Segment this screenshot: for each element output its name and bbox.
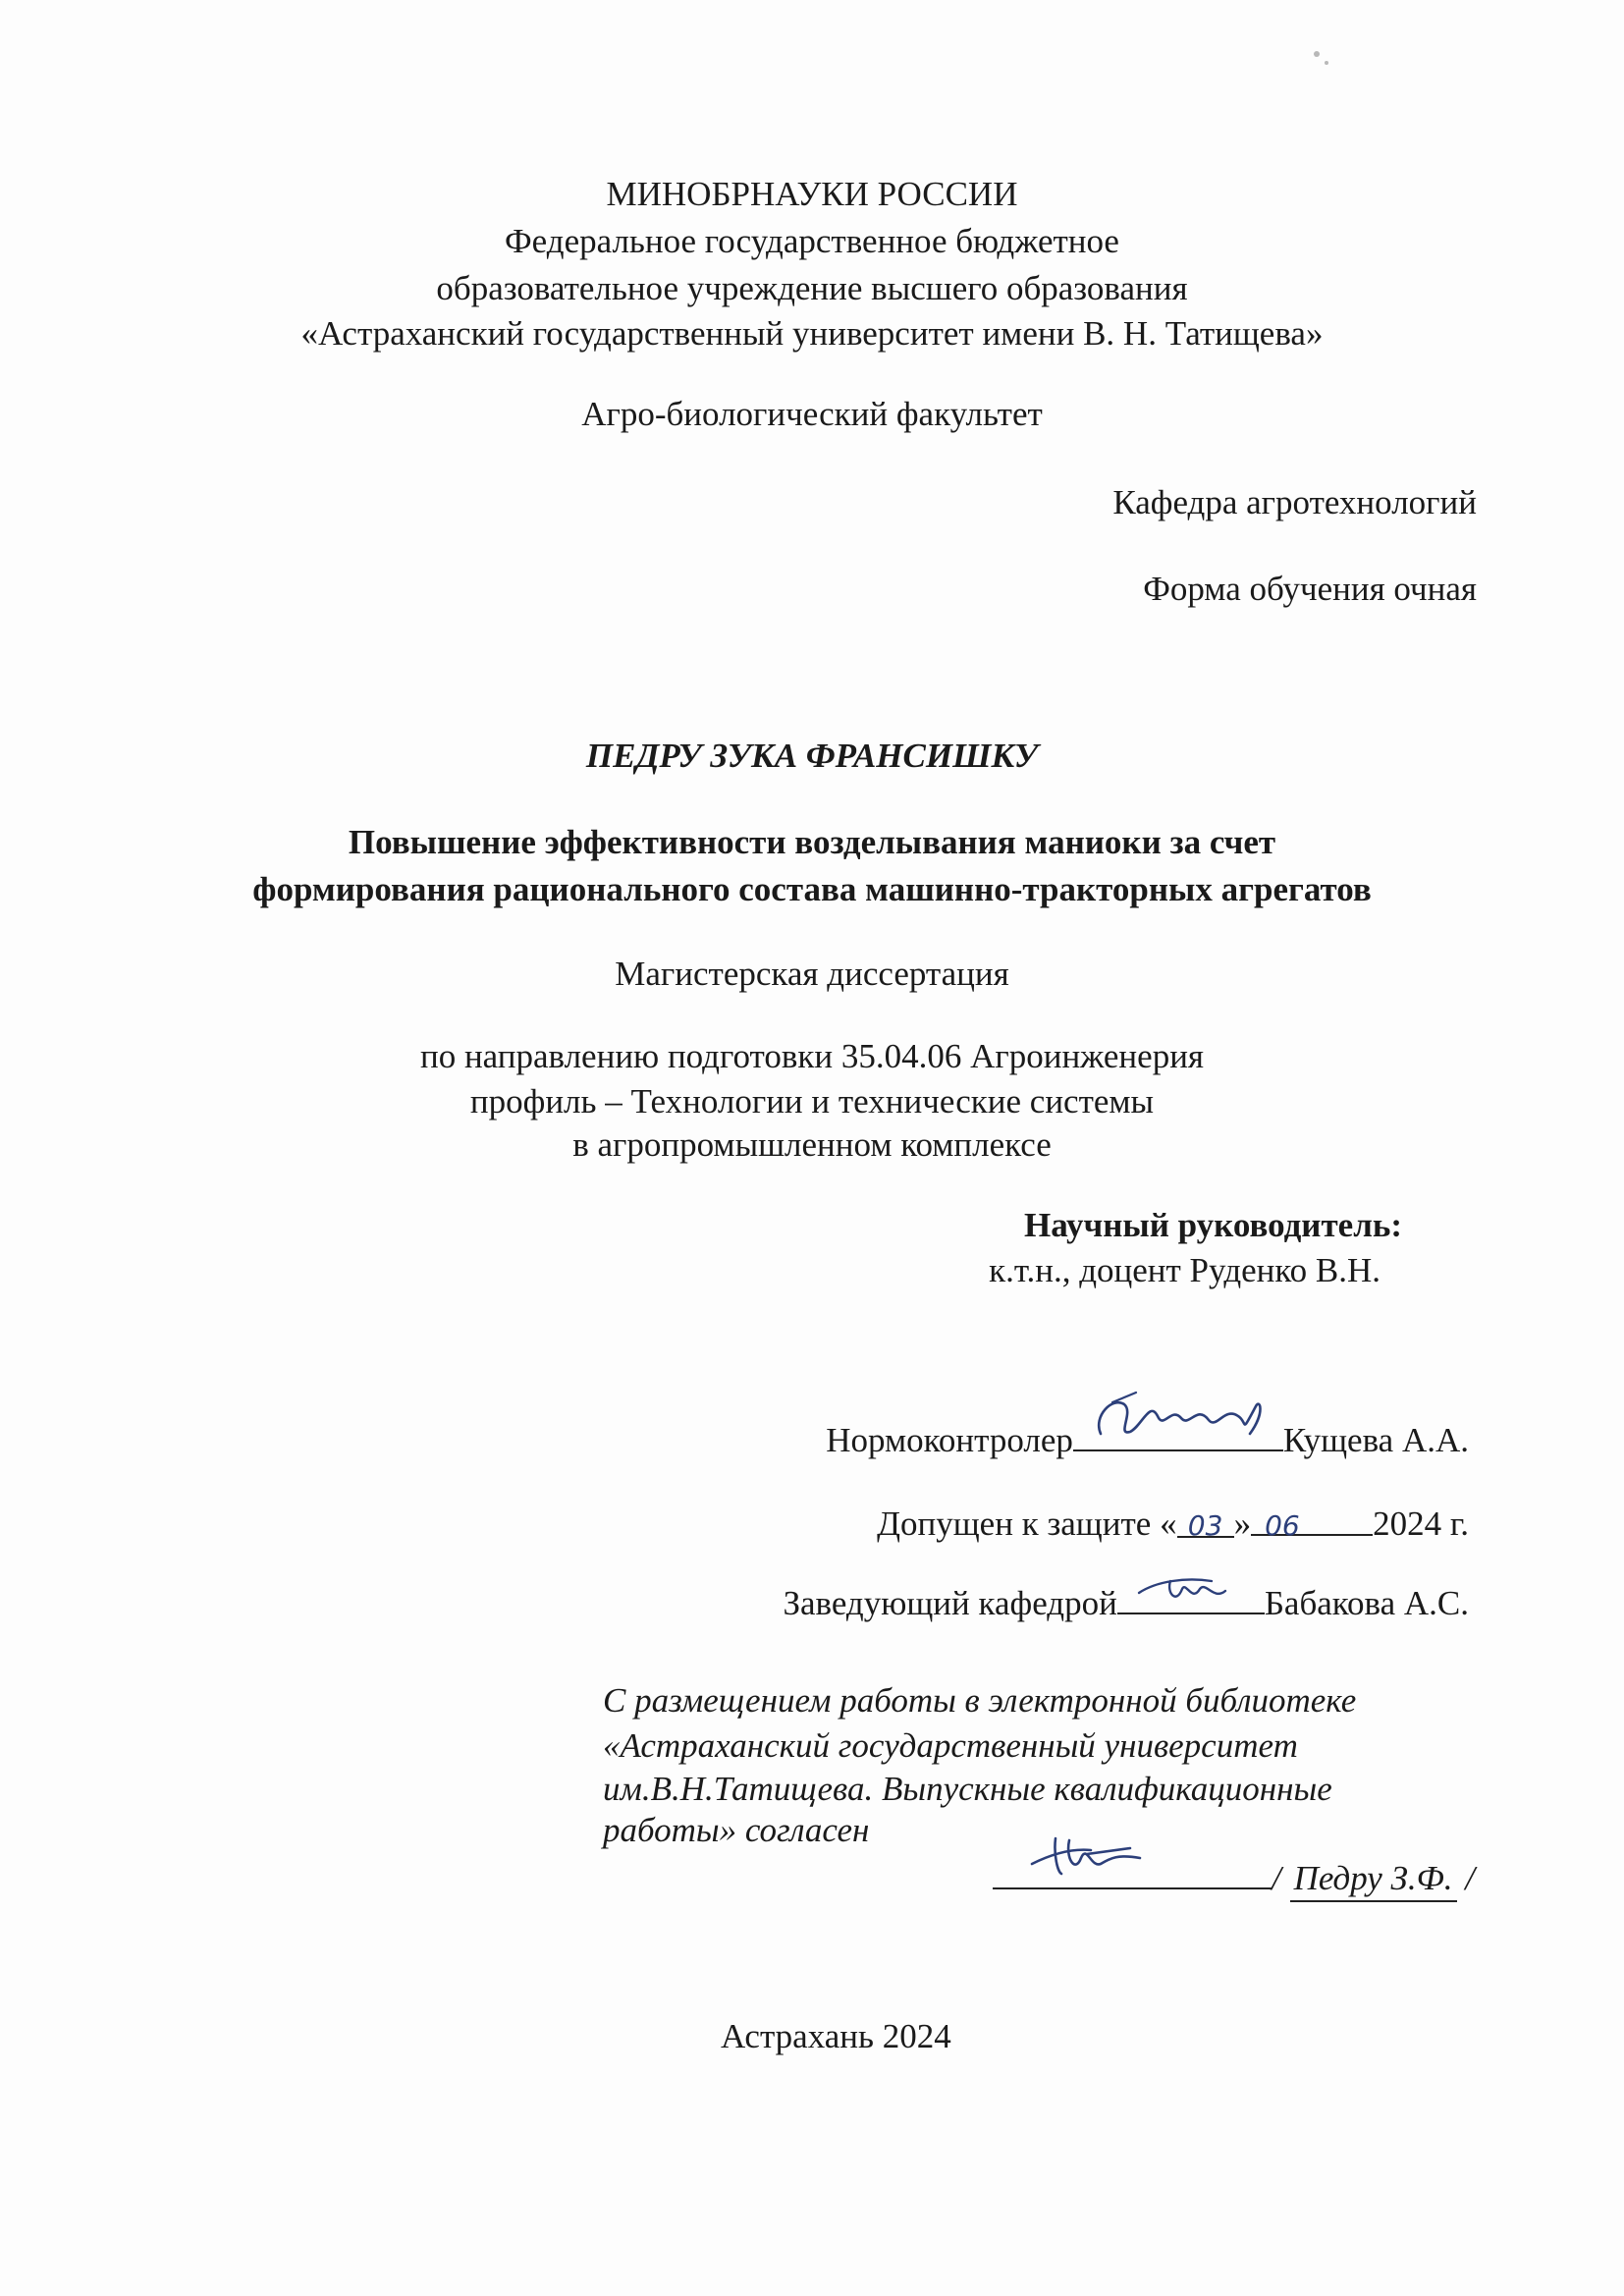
ministry-name: МИНОБРНАУКИ РОССИИ [606,175,1018,213]
defense-month: 06 [1265,1509,1300,1542]
consent-slash-1: / [1272,1859,1281,1897]
consent-line-2: «Астраханский государственный университет [603,1726,1298,1765]
handwritten-signature [993,1825,1272,1893]
defense-quote-close: » [1233,1504,1252,1543]
consent-signature [993,1854,1272,1889]
normcontrol-label: Нормоконтролер [826,1421,1073,1459]
thesis-title-line-1: Повышение эффективности возделывания маниоки за счет [348,823,1276,861]
defense-month-field [1251,1503,1373,1542]
defense-day-field [1177,1503,1234,1542]
handwritten-signature [1073,1377,1283,1455]
direction-line-2: профиль – Технологии и технические системы [469,1082,1155,1121]
consent-line-3: им.В.Н.Татищева. Выпускные квалификационные [603,1770,1332,1808]
consent-signer: Педру З.Ф. [1293,1859,1453,1897]
direction-line-1: по направлению подготовки 35.04.06 Агроинженерия [419,1037,1205,1075]
thesis-title-line-2: формирования рационального состава машинно-тракторных агрегатов [252,870,1372,908]
scan-speck [1325,61,1328,65]
study-form: Форма обучения очная [1143,570,1477,608]
scan-speck [1314,51,1320,57]
supervisor-name: к.т.н., доцент Руденко В.Н. [989,1251,1380,1289]
consent-signer-field [1290,1857,1457,1902]
institution-line-1: Федеральное государственное бюджетное [505,222,1119,260]
city-year: Астрахань 2024 [721,2017,951,2055]
defense-day: 03 [1187,1509,1223,1542]
university-name: «Астраханский государственный университет имени В. Н. Татищева» [300,314,1324,353]
handwritten-signature [1117,1559,1265,1618]
faculty-name: Агро-биологический факультет [581,395,1043,433]
normcontrol-signature [1073,1416,1283,1451]
consent-line-4: работы» согласен [603,1811,870,1849]
author-name: ПЕДРУ ЗУКА ФРАНСИШКУ [585,737,1039,775]
defense-year: 2024 г. [1373,1504,1469,1543]
head-of-department-row [783,1579,1469,1625]
head-signature [1117,1579,1265,1614]
supervisor-label: Научный руководитель: [1024,1206,1402,1244]
direction-line-3: в агропромышленном комплексе [572,1125,1052,1164]
defense-admission-row [877,1503,1469,1546]
thesis-type: Магистерская диссертация [615,955,1009,993]
consent-line-1: С размещением работы в электронной библиотеке [603,1681,1357,1720]
normcontrol-row [826,1416,1469,1462]
consent-signature-row [993,1854,1475,1902]
department-name: Кафедра агротехнологий [1112,483,1477,521]
normcontrol-name: Кущева А.А. [1282,1421,1469,1459]
head-label: Заведующий кафедрой [783,1584,1117,1622]
institution-line-2: образовательное учреждение высшего образования [436,269,1188,307]
head-name: Бабакова А.С. [1264,1584,1469,1622]
consent-slash-2: / [1465,1859,1475,1897]
defense-label: Допущен к защите « [877,1504,1177,1543]
